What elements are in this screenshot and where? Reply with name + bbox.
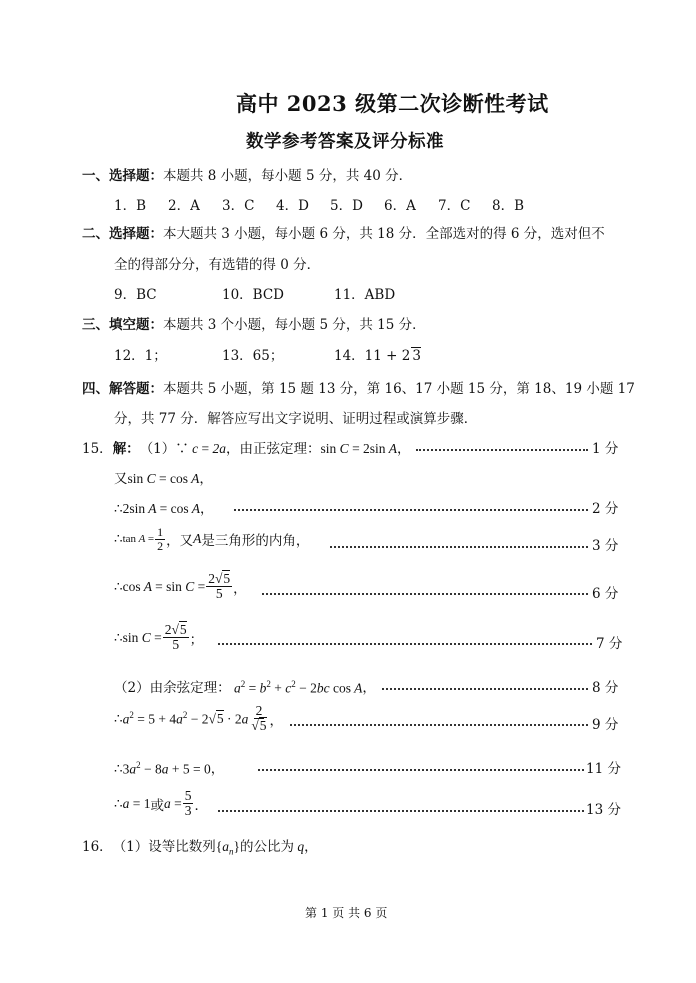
answer-item: 3．C bbox=[222, 198, 255, 214]
section-2-heading: 二、 选择题： 本大题共 3 小题，每小题 6 分，共 18 分．全部选对的得 6 分，选对但不 bbox=[82, 226, 605, 242]
score-label: 6 分 bbox=[592, 586, 619, 602]
leader-dots bbox=[416, 449, 588, 451]
answer-item: 6．A bbox=[384, 198, 416, 214]
section-3-heading: 三、 填空题： 本题共 3 个小题，每小题 5 分，共 15 分． bbox=[82, 317, 426, 333]
score-label: 9 分 bbox=[592, 717, 619, 733]
score-label: 1 分 bbox=[592, 441, 619, 457]
leader-dots bbox=[218, 643, 592, 645]
sqrt-radicand: 3 bbox=[412, 348, 421, 364]
section-3-answers bbox=[114, 344, 421, 364]
score-label: 13 分 bbox=[586, 802, 621, 818]
q15-line-7: （2）由余弦定理： $a^2 = b^2 + c^2 - 2bc$ cos A ， bbox=[114, 678, 376, 696]
answer-item: 4．D bbox=[276, 198, 309, 214]
leader-dots bbox=[258, 769, 584, 771]
q15-line-10: ∴ a = 1 或 a = $\frac{5}{3}$ ． bbox=[114, 788, 208, 819]
q15-line-8: ∴ $a^2 = 5 + 4a^2 - 2√5 \cdot 2a$ $\frac{2}{√5}$ ， bbox=[114, 703, 284, 734]
q15-line-9: ∴ $3a^2 - 8a + 5 = 0$ ， bbox=[114, 759, 225, 777]
score-label: 2 分 bbox=[592, 501, 619, 517]
leader-dots bbox=[290, 724, 588, 726]
leader-dots bbox=[382, 688, 588, 690]
score-label: 3 分 bbox=[592, 538, 619, 554]
q15-line-5: ∴ cos A = sin C = $\frac{2√5}{5}$ ， bbox=[114, 571, 247, 602]
answer-item: 13．65； bbox=[222, 348, 284, 364]
q15-line-2: 又 sin C = cos A ， bbox=[114, 471, 213, 487]
answer-item: 10．BCD bbox=[222, 287, 285, 303]
section-4-text-cont: 分，共 77 分．解答应写出文字说明、证明过程或演算步骤． bbox=[114, 411, 478, 427]
answer-item: 11．ABD bbox=[334, 287, 396, 303]
score-label: 7 分 bbox=[596, 636, 623, 652]
leader-dots bbox=[330, 546, 588, 548]
answer-item: 1．B bbox=[114, 198, 147, 214]
q15-line-3: ∴ 2sin A = cos A ， bbox=[114, 501, 214, 517]
section-2-text-cont: 全的得部分分，有选错的得 0 分． bbox=[114, 257, 321, 273]
score-label: 11 分 bbox=[586, 761, 621, 777]
page-number: 第 1 页 共 6 页 bbox=[305, 906, 388, 920]
section-4-heading: 四、 解答题： 本题共 5 小题，第 15 题 13 分，第 16、17 小题 15 分，第 18、19 小题 17 bbox=[82, 381, 635, 397]
q15-line-4: ∴ tan A = $\frac{1}{2}$ ，又 A 是三角形的内角， bbox=[114, 525, 310, 553]
q15-line-6: ∴ sin C = $\frac{2√5}{5}$ ； bbox=[114, 622, 204, 653]
q15-line-1: 15． 解： （1）∵ c = 2a ，由正弦定理： sin C = 2sin A ， bbox=[82, 441, 411, 457]
answer-item: 2．A bbox=[168, 198, 200, 214]
score-label: 8 分 bbox=[592, 680, 619, 696]
page-subtitle: 数学参考答案及评分标准 bbox=[246, 132, 444, 152]
answer-item: 12．1； bbox=[114, 348, 167, 364]
answer-item: 8．B bbox=[492, 198, 525, 214]
q16-line-1: 16． （1）设等比数列 $\{a_n\}$ 的公比为 q ， bbox=[82, 839, 318, 857]
leader-dots bbox=[218, 810, 584, 812]
answer-item: 9．BC bbox=[114, 287, 157, 303]
leader-dots bbox=[234, 509, 588, 511]
section-1-answers bbox=[114, 194, 532, 214]
answer-item: 14．11 + 2 bbox=[334, 348, 411, 364]
section-2-answers bbox=[114, 283, 394, 303]
page-title: 高中 2023 级第二次诊断性考试 bbox=[236, 91, 549, 116]
leader-dots bbox=[262, 593, 588, 595]
section-1-heading: 一、 选择题： 本题共 8 小题，每小题 5 分，共 40 分． bbox=[82, 168, 413, 184]
answer-item: 5．D bbox=[330, 198, 363, 214]
answer-item: 7．C bbox=[438, 198, 471, 214]
